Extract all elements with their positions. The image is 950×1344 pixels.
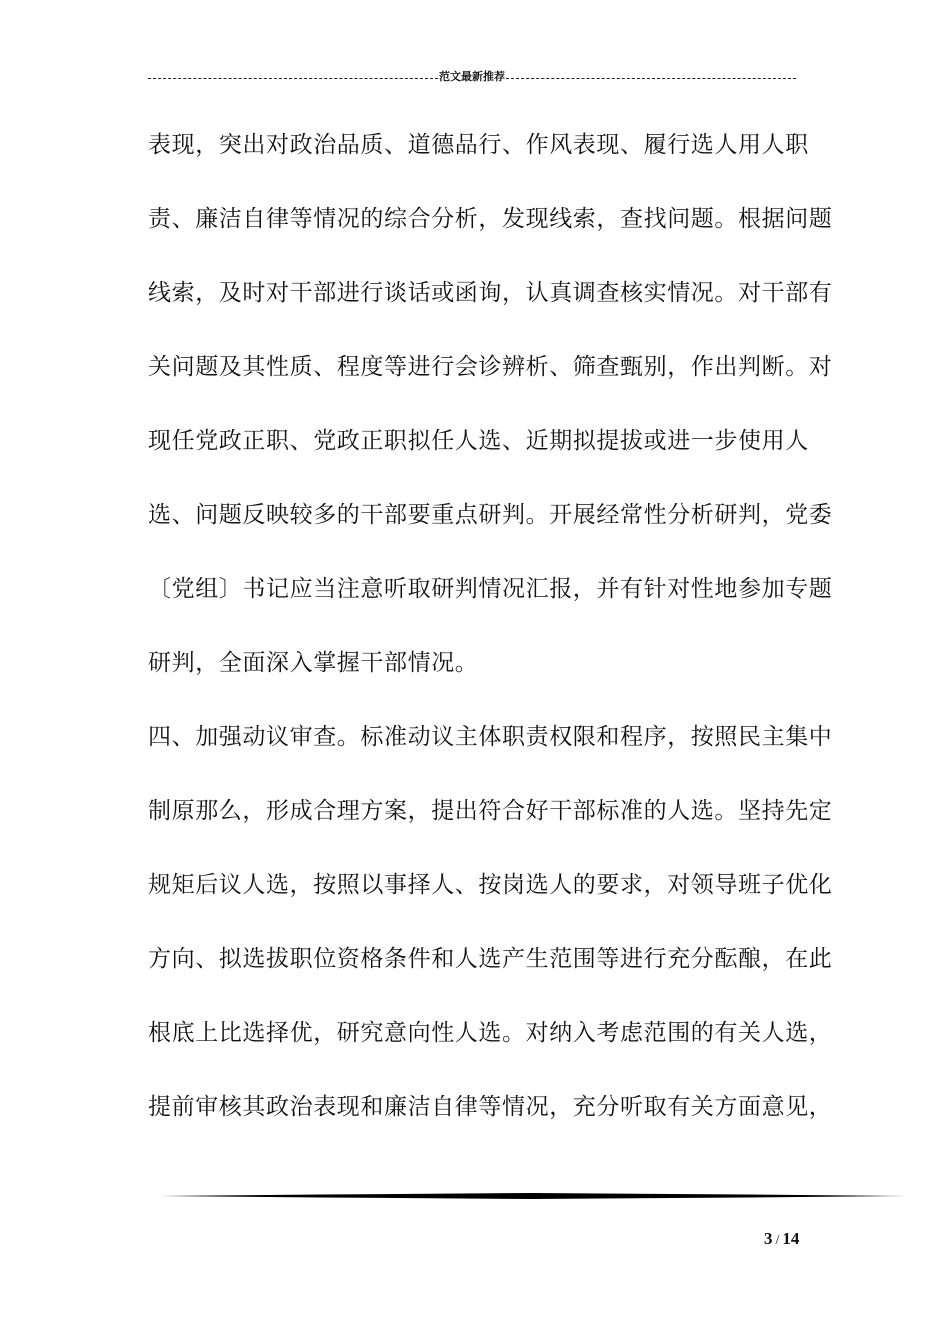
header-title: 范文最新推荐 [439, 70, 505, 83]
text-line: 研判，全面深入掌握干部情况。 [148, 650, 479, 676]
text-line: 线索，及时对干部进行谈话或函询，认真调查核实情况。对干部有 [148, 280, 833, 306]
text-line: 制原那么，形成合理方案，提出符合好干部标准的人选。坚持先定 [148, 798, 833, 824]
text-line: 提前审核其政治表现和廉洁自律等情况，充分听取有关方面意见， [148, 1094, 833, 1120]
total-pages: 14 [782, 1229, 800, 1248]
footer-divider [160, 1190, 908, 1202]
document-body [148, 126, 833, 1162]
text-line: 四、加强动议审查。标准动议主体职责权限和程序，按照民主集中 [148, 724, 833, 750]
header-dash-left [148, 78, 438, 79]
page-header [148, 70, 796, 84]
text-line: 方向、拟选拔职位资格条件和人选产生范围等进行充分酝酿，在此 [148, 946, 833, 972]
text-line: 选、问题反映较多的干部要重点研判。开展经常性分析研判，党委 [148, 502, 833, 528]
text-line: 规矩后议人选，按照以事择人、按岗选人的要求，对领导班子优化 [148, 872, 833, 898]
text-line: 关问题及其性质、程度等进行会诊辨析、筛查甄别，作出判断。对 [148, 354, 833, 380]
header-dash-right [506, 78, 796, 79]
current-page: 3 [764, 1229, 773, 1248]
text-line: 现任党政正职、党政正职拟任人选、近期拟提拔或进一步使用人 [148, 428, 809, 454]
text-line: 〔党组〕书记应当注意听取研判情况汇报，并有针对性地参加专题 [148, 576, 833, 602]
text-line: 责、廉洁自律等情况的综合分析，发现线索，查找问题。根据问题 [148, 206, 833, 232]
text-line: 表现，突出对政治品质、道德品行、作风表现、履行选人用人职 [148, 132, 809, 158]
text-line: 根底上比选择优，研究意向性人选。对纳入考虑范围的有关人选， [148, 1020, 833, 1046]
page-number [764, 1229, 799, 1249]
page-separator: / [775, 1233, 780, 1248]
